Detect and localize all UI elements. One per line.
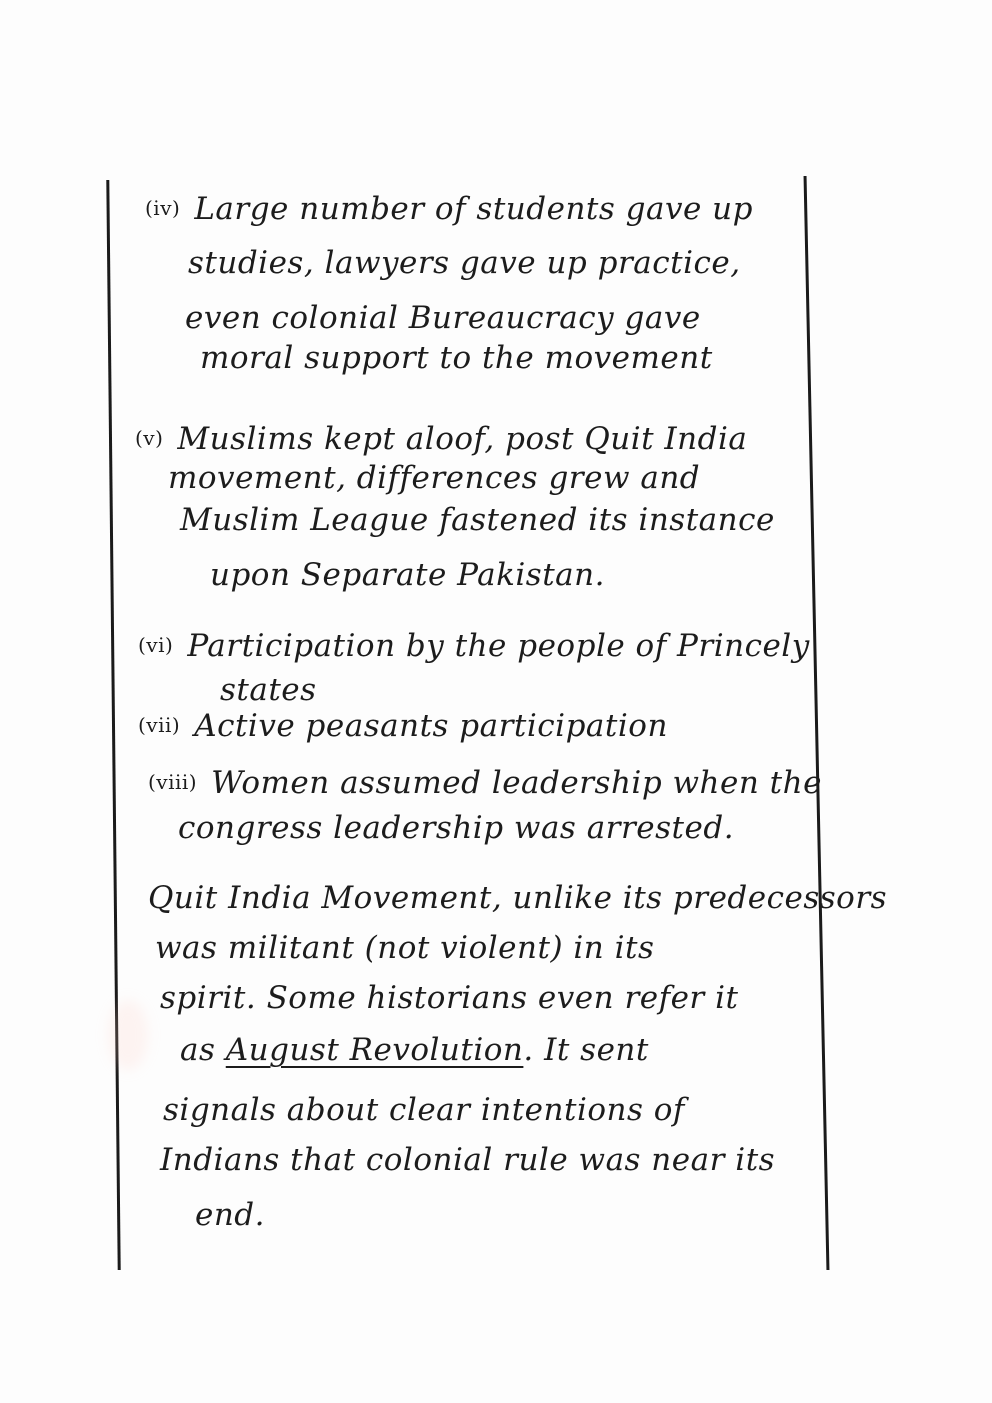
conclusion-line-2: was militant (not violent) in its xyxy=(155,930,655,966)
point-iv-line-2: studies, lawyers gave up practice, xyxy=(188,245,741,281)
point-vii-marker: (vii) xyxy=(138,713,181,737)
right-margin-line xyxy=(804,176,830,1270)
point-iv-line-3: even colonial Bureaucracy gave xyxy=(185,300,701,336)
point-iv-marker: (iv) xyxy=(145,196,181,220)
point-v-line-3: Muslim League fastened its instance xyxy=(180,502,775,538)
conclusion-line-3: spirit. Some historians even refer it xyxy=(160,980,739,1016)
conclusion-line-4: as August Revolution. It sent xyxy=(180,1032,649,1068)
point-v-line-2: movement, differences grew and xyxy=(168,460,701,496)
left-margin-line xyxy=(106,180,120,1270)
point-vii-line-1: (vii) Active peasants participation xyxy=(138,708,668,744)
point-v-line-4: upon Separate Pakistan. xyxy=(210,557,605,593)
point-viii-marker: (viii) xyxy=(148,770,198,794)
point-iv-line-4: moral support to the movement xyxy=(200,340,713,376)
conclusion-line-5: signals about clear intentions of xyxy=(163,1092,685,1128)
point-vi-marker: (vi) xyxy=(138,633,174,657)
conclusion-line-6: Indians that colonial rule was near its xyxy=(160,1142,776,1178)
point-v-line-1: (v) Muslims kept aloof, post Quit India xyxy=(135,421,748,457)
point-vi-line-2: states xyxy=(220,672,317,708)
point-viii-line-2: congress leadership was arrested. xyxy=(178,810,735,846)
point-iv-line-1: (iv) Large number of students gave up xyxy=(145,191,753,227)
conclusion-line-7: end. xyxy=(195,1197,266,1233)
ink-smudge xyxy=(108,1000,148,1070)
august-revolution-underlined: August Revolution xyxy=(225,1032,524,1068)
point-viii-line-1: (viii) Women assumed leadership when the xyxy=(148,765,822,801)
conclusion-line-1: Quit India Movement, unlike its predecessors xyxy=(148,880,888,916)
point-v-marker: (v) xyxy=(135,426,164,450)
point-vi-line-1: (vi) Participation by the people of Princely xyxy=(138,628,810,664)
